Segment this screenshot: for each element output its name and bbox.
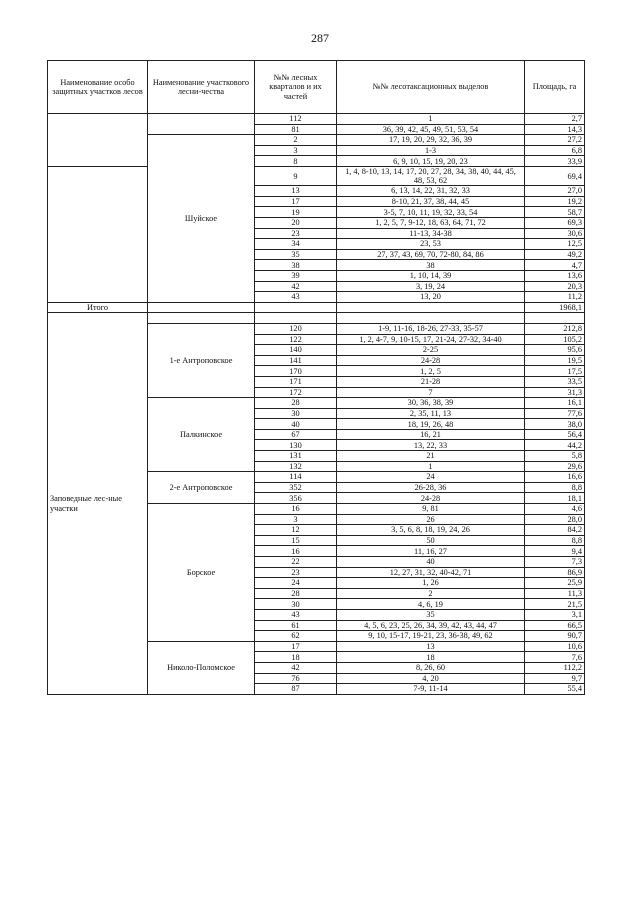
lot-numbers: 18, 19, 26, 48 [337,419,525,430]
quarter-number: 20 [255,218,337,229]
area-value: 44,2 [525,440,585,451]
lot-numbers: 40 [337,557,525,568]
lot-numbers: 26-28, 36 [337,482,525,493]
lot-numbers: 16, 21 [337,429,525,440]
lot-numbers: 7-9, 11-14 [337,684,525,695]
lot-numbers: 21-28 [337,376,525,387]
header-area: Площадь, га [525,61,585,114]
lot-numbers: 1, 4, 8-10, 13, 14, 17, 20, 27, 28, 34, 38, 40, 44, 45, 48, 53, 62 [337,166,525,185]
area-value: 27,2 [525,135,585,146]
lot-numbers: 9, 10, 15-17, 19-21, 23, 36-38, 49, 62 [337,631,525,642]
area-value: 105,2 [525,334,585,345]
quarter-number: 39 [255,270,337,281]
forestry-name: Борское [148,504,255,642]
table-row [48,114,585,125]
lot-numbers: 12, 27, 31, 32, 40-42, 71 [337,567,525,578]
lot-numbers: 21 [337,451,525,462]
quarter-number: 3 [255,514,337,525]
empty-cell [255,302,337,313]
quarter-number: 67 [255,429,337,440]
quarter-number: 132 [255,461,337,472]
area-value: 58,7 [525,207,585,218]
lot-numbers: 13 [337,641,525,652]
area-value: 27,0 [525,186,585,197]
area-value: 2,7 [525,114,585,125]
quarter-number: 34 [255,239,337,250]
lot-numbers: 1, 2, 5, 7, 9-12, 18, 63, 64, 71, 72 [337,218,525,229]
lot-numbers: 4, 6, 19 [337,599,525,610]
quarter-number: 81 [255,124,337,135]
area-value: 86,9 [525,567,585,578]
lot-numbers: 11-13, 34-38 [337,228,525,239]
quarter-number: 61 [255,620,337,631]
area-value: 33,5 [525,376,585,387]
empty-cell [525,313,585,324]
quarter-number: 28 [255,398,337,409]
lot-numbers: 24 [337,472,525,483]
area-value: 7,3 [525,557,585,568]
lot-numbers: 9, 81 [337,504,525,515]
quarter-number: 24 [255,578,337,589]
total-label: Итого [48,302,148,313]
quarter-number: 18 [255,652,337,663]
area-value: 9,4 [525,546,585,557]
forestry-name: Николо-Поломское [148,641,255,694]
forestry-cell [148,114,255,135]
area-value: 77,6 [525,408,585,419]
area-value: 12,5 [525,239,585,250]
forestry-name: 1-е Антроповское [148,323,255,397]
quarter-number: 22 [255,557,337,568]
lot-numbers: 50 [337,535,525,546]
lot-numbers: 35 [337,609,525,620]
area-value: 84,2 [525,525,585,536]
lot-numbers: 18 [337,652,525,663]
table-row [48,313,585,324]
lot-numbers: 3-5, 7, 10, 11, 19, 32, 33, 54 [337,207,525,218]
quarter-number: 15 [255,535,337,546]
quarter-number: 40 [255,419,337,430]
header-protected-area: Наименование особо защитных участков лесов [48,61,148,114]
area-value: 56,4 [525,429,585,440]
area-value: 33,9 [525,156,585,167]
area-value: 19,5 [525,355,585,366]
quarter-number: 141 [255,355,337,366]
area-value: 17,5 [525,366,585,377]
quarter-number: 130 [255,440,337,451]
area-value: 11,2 [525,292,585,303]
lot-numbers: 1, 2, 5 [337,366,525,377]
quarter-number: 38 [255,260,337,271]
quarter-number: 2 [255,135,337,146]
forestry-name: Шуйское [148,135,255,303]
quarter-number: 23 [255,567,337,578]
area-value: 10,6 [525,641,585,652]
lot-numbers: 3, 5, 6, 8, 18, 19, 24, 26 [337,525,525,536]
area-value: 16,1 [525,398,585,409]
quarter-number: 87 [255,684,337,695]
quarter-number: 76 [255,673,337,684]
area-value: 3,1 [525,609,585,620]
area-value: 11,3 [525,588,585,599]
quarter-number: 35 [255,249,337,260]
area-value: 55,4 [525,684,585,695]
area-value: 4,7 [525,260,585,271]
empty-cell [148,313,255,324]
area-value: 66,5 [525,620,585,631]
quarter-number: 43 [255,292,337,303]
quarter-number: 30 [255,408,337,419]
empty-cell [337,313,525,324]
forestry-name: 2-е Антроповское [148,472,255,504]
area-value: 30,6 [525,228,585,239]
area-value: 29,6 [525,461,585,472]
area-value: 8,8 [525,535,585,546]
area-value: 212,8 [525,323,585,334]
quarter-number: 62 [255,631,337,642]
lot-numbers: 3, 19, 24 [337,281,525,292]
area-value: 21,5 [525,599,585,610]
lot-numbers: 4, 5, 6, 23, 25, 26, 34, 39, 42, 43, 44, 47 [337,620,525,631]
area-value: 5,8 [525,451,585,462]
lot-numbers: 2 [337,588,525,599]
table-row [48,166,585,185]
reserve-category: Заповедные лес-ные участки [48,313,148,694]
quarter-number: 170 [255,366,337,377]
quarter-number: 13 [255,186,337,197]
lot-numbers: 38 [337,260,525,271]
lot-numbers: 4, 20 [337,673,525,684]
lot-numbers: 30, 36, 38, 39 [337,398,525,409]
lot-numbers: 23, 53 [337,239,525,250]
quarter-number: 352 [255,482,337,493]
quarter-number: 19 [255,207,337,218]
forest-areas-table [47,60,585,695]
quarter-number: 120 [255,323,337,334]
area-value: 38,0 [525,419,585,430]
quarter-number: 17 [255,196,337,207]
quarter-number: 114 [255,472,337,483]
lot-numbers: 8-10, 21, 37, 38, 44, 45 [337,196,525,207]
quarter-number: 9 [255,166,337,185]
area-value: 19,2 [525,196,585,207]
area-value: 18,1 [525,493,585,504]
lot-numbers: 1-3 [337,145,525,156]
area-value: 28,0 [525,514,585,525]
quarter-number: 112 [255,114,337,125]
lot-numbers: 1, 10, 14, 39 [337,270,525,281]
lot-numbers: 13, 20 [337,292,525,303]
lot-numbers: 1, 2, 4-7, 9, 10-15, 17, 21-24, 27-32, 34-40 [337,334,525,345]
area-value: 14,3 [525,124,585,135]
area-value: 9,7 [525,673,585,684]
lot-numbers: 24-28 [337,493,525,504]
empty-cell [337,302,525,313]
lot-numbers: 7 [337,387,525,398]
area-value: 4,6 [525,504,585,515]
lot-numbers: 6, 9, 10, 15, 19, 20, 23 [337,156,525,167]
lot-numbers: 17, 19, 20, 29, 32, 36, 39 [337,135,525,146]
quarter-number: 17 [255,641,337,652]
area-value: 49,2 [525,249,585,260]
header-quarters: №№ лесных кварталов и их частей [255,61,337,114]
area-value: 25,9 [525,578,585,589]
area-value: 69,3 [525,218,585,229]
quarter-number: 16 [255,504,337,515]
quarter-number: 16 [255,546,337,557]
area-value: 6,8 [525,145,585,156]
lot-numbers: 24-28 [337,355,525,366]
header-forestry: Наименование участкового лесни-чества [148,61,255,114]
area-value: 31,3 [525,387,585,398]
lot-numbers: 1 [337,114,525,125]
quarter-number: 42 [255,281,337,292]
quarter-number: 3 [255,145,337,156]
quarter-number: 172 [255,387,337,398]
quarter-number: 8 [255,156,337,167]
quarter-number: 12 [255,525,337,536]
quarter-number: 131 [255,451,337,462]
lot-numbers: 13, 22, 33 [337,440,525,451]
protected-area-cell [48,166,148,302]
quarter-number: 356 [255,493,337,504]
total-row [48,302,585,313]
lot-numbers: 11, 16, 27 [337,546,525,557]
quarter-number: 23 [255,228,337,239]
area-value: 20,3 [525,281,585,292]
quarter-number: 171 [255,376,337,387]
quarter-number: 43 [255,609,337,620]
area-value: 95,6 [525,345,585,356]
empty-cell [255,313,337,324]
lot-numbers: 1-9, 11-16, 18-26, 27-33, 35-57 [337,323,525,334]
lot-numbers: 2, 35, 11, 13 [337,408,525,419]
lot-numbers: 26 [337,514,525,525]
area-value: 69,4 [525,166,585,185]
protected-area-cell [48,114,148,167]
quarter-number: 140 [255,345,337,356]
area-value: 8,8 [525,482,585,493]
area-value: 90,7 [525,631,585,642]
quarter-number: 42 [255,662,337,673]
forestry-name: Палкинское [148,398,255,472]
area-value: 16,6 [525,472,585,483]
total-area: 1968,1 [525,302,585,313]
lot-numbers: 6, 13, 14, 22, 31, 32, 33 [337,186,525,197]
lot-numbers: 1, 26 [337,578,525,589]
quarter-number: 122 [255,334,337,345]
lot-numbers: 1 [337,461,525,472]
quarter-number: 28 [255,588,337,599]
lot-numbers: 8, 26, 60 [337,662,525,673]
header-lots: №№ лесотаксационных выделов [337,61,525,114]
table-header-row [48,61,585,114]
empty-cell [148,302,255,313]
page-number: 287 [311,31,329,45]
area-value: 7,6 [525,652,585,663]
area-value: 13,6 [525,270,585,281]
area-value: 112,2 [525,662,585,673]
quarter-number: 30 [255,599,337,610]
lot-numbers: 36, 39, 42, 45, 49, 51, 53, 54 [337,124,525,135]
lot-numbers: 2-25 [337,345,525,356]
table-body [48,114,585,695]
lot-numbers: 27, 37, 43, 69, 70, 72-80, 84, 86 [337,249,525,260]
